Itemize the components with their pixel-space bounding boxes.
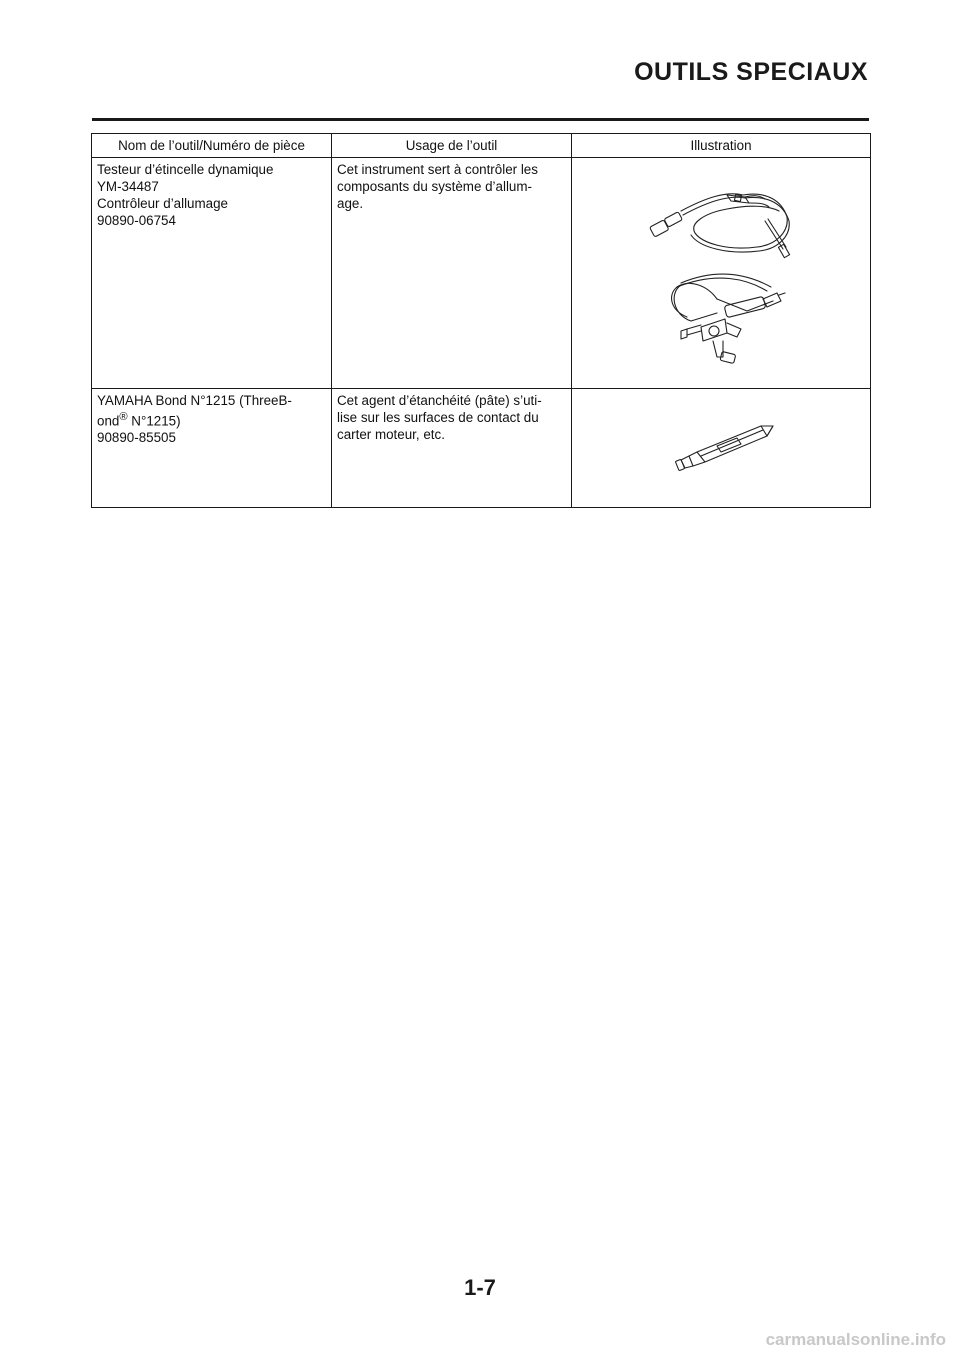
tool-name: Testeur d’étincelle dynamique [97,162,274,177]
special-tools-table [91,133,871,508]
tool-illustration-cell [572,158,871,389]
table-header-row [92,134,871,158]
table-row [92,158,871,389]
tool-name-alt: Contrôleur d’allumage [97,196,229,211]
tool-usage-cell [332,389,572,508]
sealant-tube-illustration [577,392,865,504]
ignition-checker-illustration [672,274,785,364]
registered-mark: ® [119,411,128,423]
tool-usage-line: lise sur les surfaces de contact du [337,410,539,425]
column-header-illustration: Illustration [572,134,871,158]
tool-usage-line: composants du système d’allum- [337,179,532,194]
page-title: OUTILS SPECIAUX [634,58,868,86]
page-number: 1-7 [464,1275,496,1300]
tool-usage-line: age. [337,196,364,211]
title-rule [92,118,869,121]
tool-illustration-cell [572,389,871,508]
column-header-name: Nom de l’outil/Numéro de pièce [92,134,332,158]
tool-usage-line: Cet agent d’étanchéité (pâte) s’uti- [337,393,542,408]
tool-usage-line: carter moteur, etc. [337,427,445,442]
spark-tester-cable-illustration [650,194,790,258]
tool-part-number: 90890-06754 [97,213,176,228]
tool-name-fragment: N°1215) [127,413,181,429]
column-header-usage: Usage de l’outil [332,134,572,158]
tool-usage-line: Cet instrument sert à contrôler les [337,162,538,177]
tool-name-cell [92,389,332,508]
tool-number-us: YM-34487 [97,179,159,194]
table-row [92,389,871,508]
watermark: carmanualsonline.info [765,1330,946,1349]
spark-tester-illustration [577,161,865,385]
tool-part-number: 90890-85505 [97,430,176,446]
tool-usage-cell [332,158,572,389]
tool-name-fragment: ond [97,413,120,429]
tool-name: YAMAHA Bond N°1215 (ThreeB- [97,393,292,408]
tool-name-cell [92,158,332,389]
tool-name-continued [97,409,326,429]
